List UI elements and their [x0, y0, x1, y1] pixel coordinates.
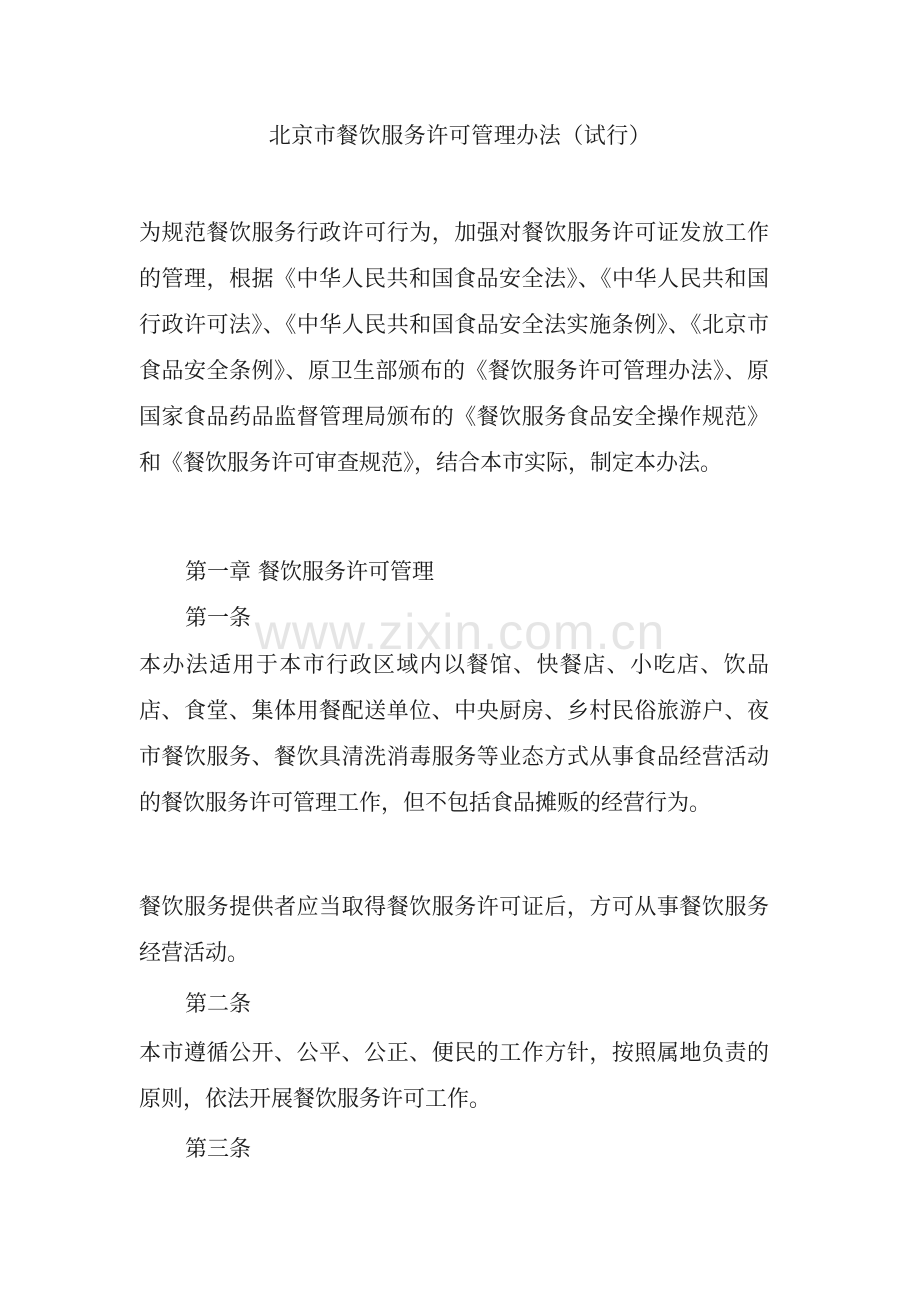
- article-2-paragraph: 本市遵循公开、公平、公正、便民的工作方针，按照属地负责的原则，依法开展餐饮服务许可工作。: [139, 1041, 769, 1112]
- preamble-paragraph: 为规范餐饮服务行政许可行为，加强对餐饮服务许可证发放工作的管理，根据《中华人民共和国食品安全法》、《中华人民共和国行政许可法》、《中华人民共和国食品安全法实施条例》、《北京市食品安全条例》、原卫生部颁布的《餐饮服务许可管理办法》、原国家食品药品监督管理局颁布的《餐饮服务食品安全操作规范》和《餐饮服务许可审查规范》，结合本市实际，制定本办法。: [139, 221, 769, 476]
- article-2-heading: 第二条: [185, 992, 252, 1017]
- article-1-paragraph-2: 餐饮服务提供者应当取得餐饮服务许可证后，方可从事餐饮服务经营活动。: [139, 895, 769, 966]
- chapter-heading: 第一章 餐饮服务许可管理: [185, 560, 434, 585]
- article-3-heading: 第三条: [185, 1137, 252, 1162]
- watermark-text: www.zixin.com.cn: [254, 604, 666, 660]
- article-1-paragraph-1: 本办法适用于本市行政区域内以餐馆、快餐店、小吃店、饮品店、食堂、集体用餐配送单位、中央厨房、乡村民俗旅游户、夜市餐饮服务、餐饮具清洗消毒服务等业态方式从事食品经营活动的餐饮服务许可管理工作，但不包括食品摊贩的经营行为。: [139, 653, 769, 816]
- article-1-heading: 第一条: [185, 606, 252, 631]
- document-title: 北京市餐饮服务许可管理办法（试行）: [268, 124, 652, 149]
